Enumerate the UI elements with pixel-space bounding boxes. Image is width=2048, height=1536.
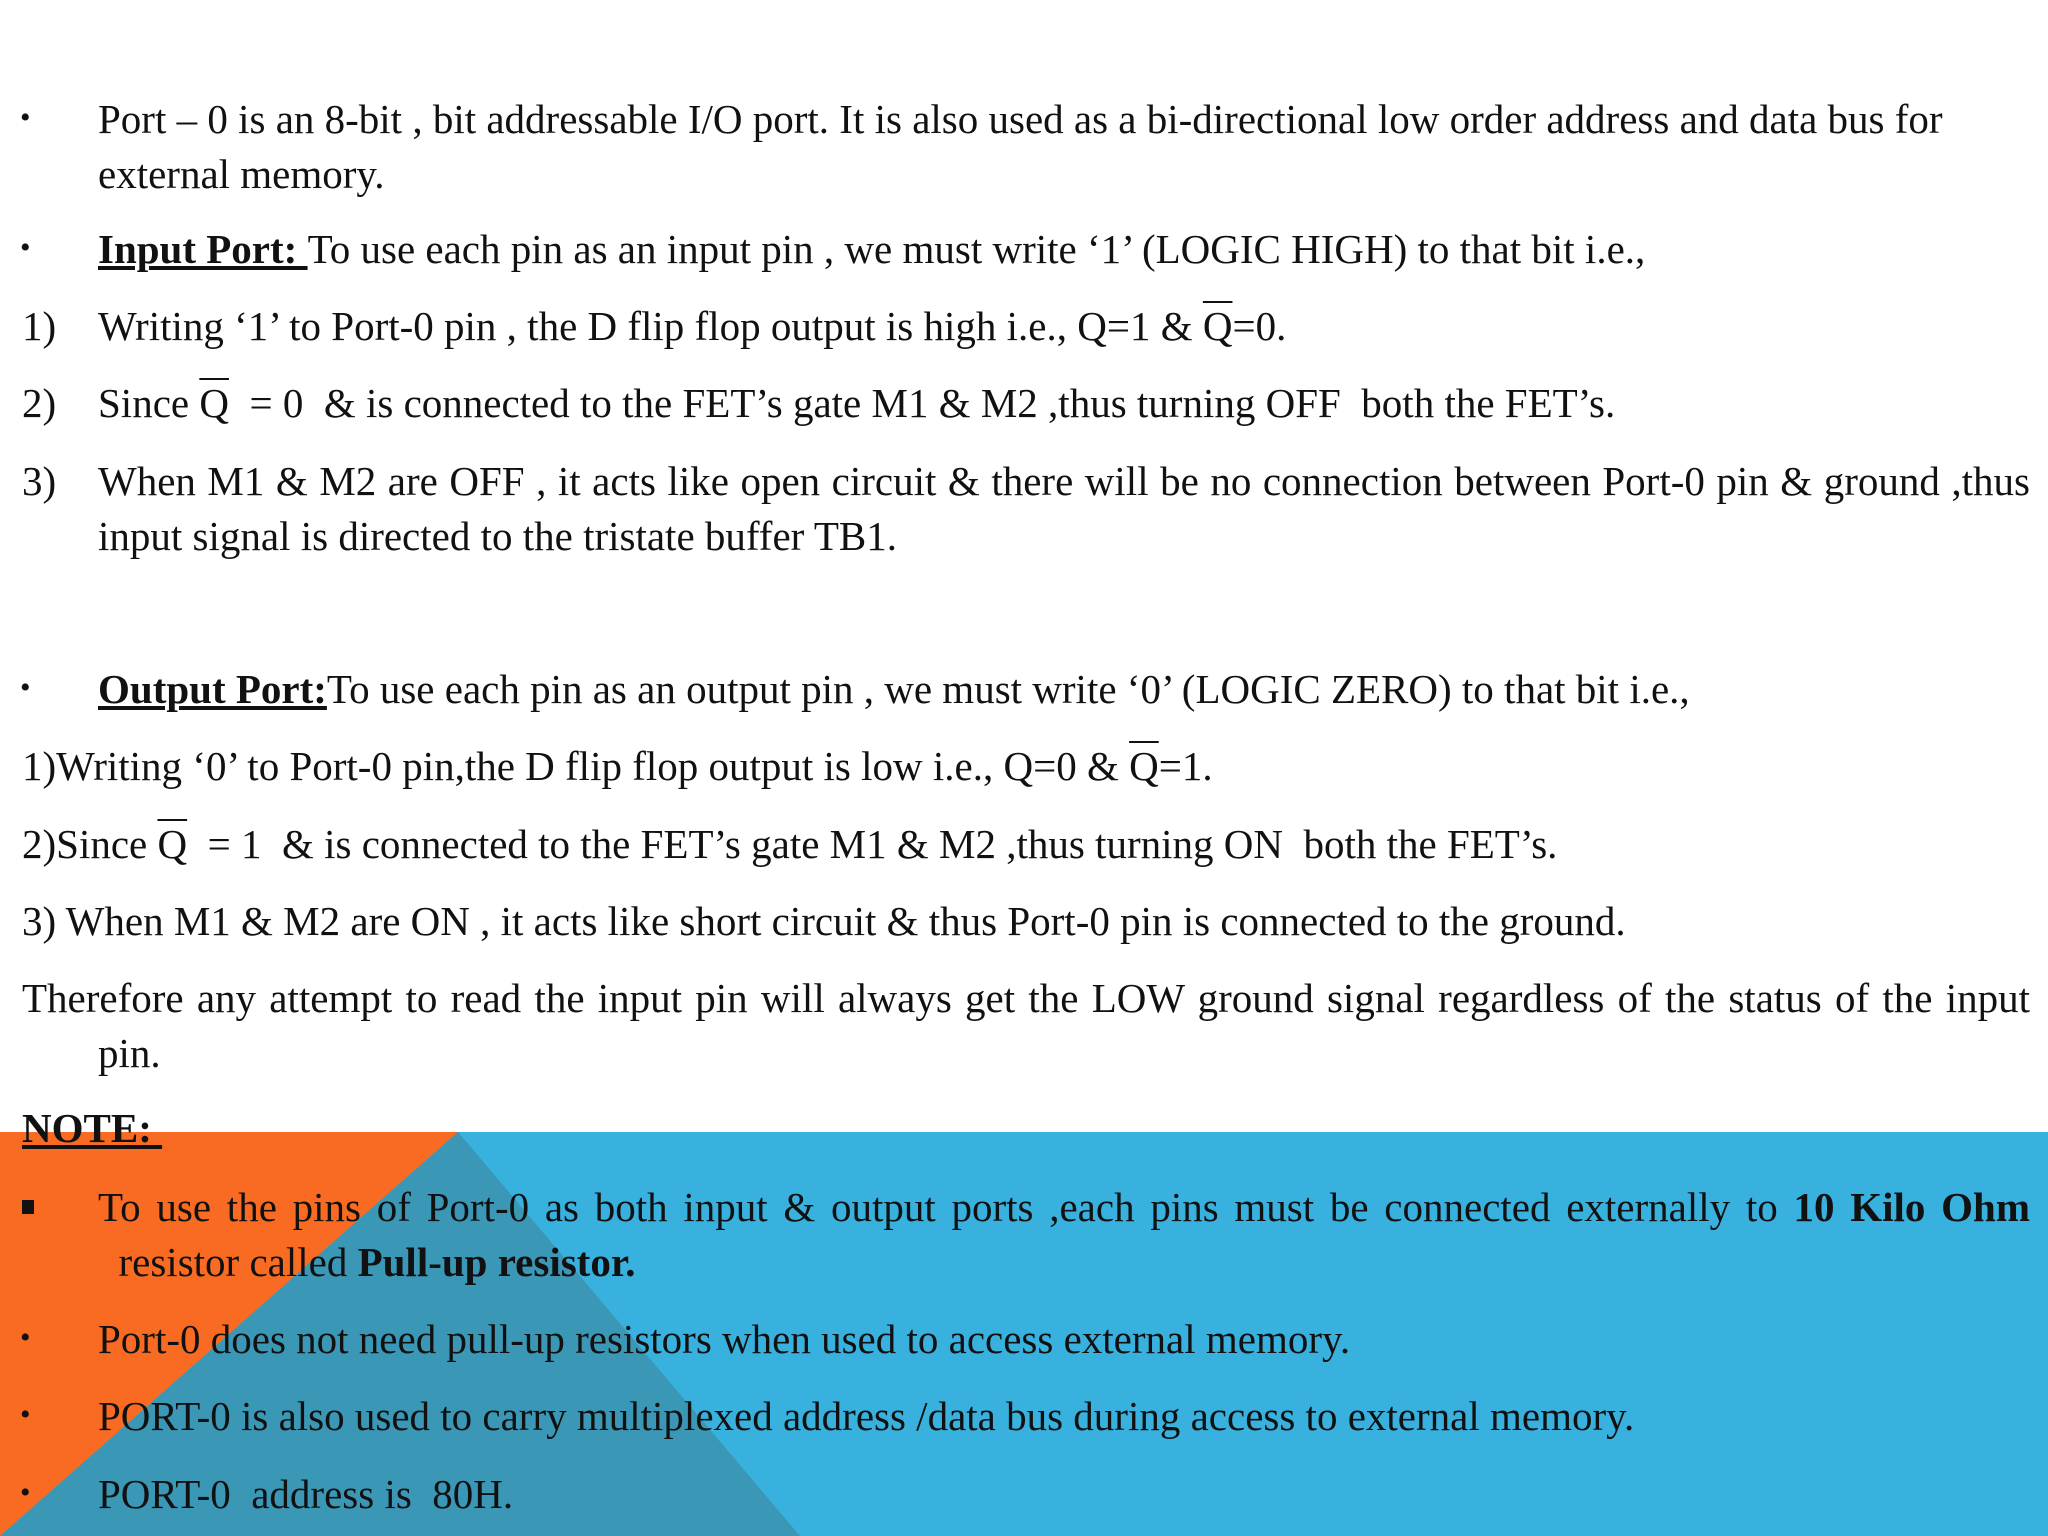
step-text-end: = 1 & is connected to the FET’s gate M1 & M2 ,thus turning ON both the FET’s.: [187, 821, 1558, 867]
note-bullet-text: Port-0 does not need pull-up resistors when used to access external memory.: [98, 1316, 1351, 1362]
output-step-3: [0, 894, 2030, 949]
output-port-line: [98, 662, 2030, 717]
therefore-paragraph: [0, 971, 2030, 1081]
output-step-2: [0, 817, 2030, 872]
output-port-bullet: [0, 662, 2030, 717]
input-port-text: To use each pin as an input pin , we must write ‘1’ (LOGIC HIGH) to that bit i.e.,: [307, 226, 1646, 272]
step-text-end: =0.: [1232, 303, 1287, 349]
output-step-1: [0, 739, 2030, 794]
input-step-2: [0, 376, 2030, 431]
step-text: Since: [56, 821, 158, 867]
note-heading-row: [0, 1101, 2030, 1156]
note-bullet-2: [0, 1389, 2030, 1444]
note-bullet-3: [0, 1467, 2030, 1522]
output-port-text: To use each pin as an output pin , we must write ‘0’ (LOGIC ZERO) to that bit i.e.,: [326, 666, 1690, 712]
step-text: Writing ‘1’ to Port-0 pin , the D flip flop output is high i.e., Q=1 &: [98, 303, 1203, 349]
step-text-end: =1.: [1158, 743, 1213, 789]
step-number: 2): [22, 821, 57, 867]
bullet-marker: •: [20, 671, 31, 704]
square-bullet-marker: [22, 1200, 34, 1214]
note-heading: NOTE:: [22, 1105, 163, 1151]
input-port-bullet: [0, 222, 2030, 277]
step-number: 3): [22, 458, 57, 504]
input-port-line: [98, 222, 2030, 277]
pullup-resistor-label: Pull-up resistor.: [357, 1239, 636, 1285]
q-bar: $\overline{Q}$: [1202, 303, 1233, 349]
output-port-heading: Output Port:: [98, 666, 327, 712]
pullup-text: To use the pins of Port-0 as both input & output ports ,each pins must be connected externally to: [98, 1184, 1794, 1230]
step-number: 2): [22, 380, 57, 426]
bullet-marker: •: [20, 1398, 31, 1431]
step-text: Since: [98, 380, 200, 426]
q-bar: $\overline{Q}$: [199, 380, 229, 426]
note-pullup-bullet: [0, 1180, 2030, 1290]
note-bullet-1: [0, 1312, 2030, 1367]
note-bullet-text: PORT-0 is also used to carry multiplexed address /data bus during access to external memory.: [98, 1393, 1635, 1439]
step-number: 1): [22, 743, 57, 789]
step-number: 3): [22, 898, 57, 944]
step-number: 1): [22, 303, 57, 349]
note-bullet-text: PORT-0 address is 80H.: [98, 1471, 514, 1517]
input-step-3: [0, 454, 2030, 564]
step-text-end: = 0 & is connected to the FET’s gate M1 & M2 ,thus turning OFF both the FET’s.: [228, 380, 1616, 426]
bullet-marker: •: [20, 101, 31, 134]
q-bar: $\overline{Q}$: [1129, 743, 1159, 789]
step-text: Writing ‘0’ to Port-0 pin,the D flip flop output is low i.e., Q=0 &: [56, 743, 1130, 789]
bullet-marker: •: [20, 1321, 31, 1354]
bullet-marker: •: [20, 1476, 31, 1509]
input-port-heading: Input Port:: [98, 226, 308, 272]
step-text: When M1 & M2 are ON , it acts like short circuit & thus Port-0 pin is connected to the ground.: [65, 898, 1626, 944]
input-step-1: [0, 299, 2030, 354]
intro-text: Port – 0 is an 8-bit , bit addressable I/O port. It is also used as a bi-directional low order address and data bus for external memory.: [98, 96, 1943, 197]
intro-bullet: [0, 92, 2030, 202]
therefore-text: Therefore any attempt to read the input pin will always get the LOW ground signal regardless of the status of the input pin.: [22, 975, 2030, 1076]
pullup-value: 10 Kilo Ohm: [1793, 1184, 2030, 1230]
bullet-marker: •: [20, 231, 31, 264]
pullup-text-mid: resistor called: [98, 1239, 358, 1285]
step-text: When M1 & M2 are OFF , it acts like open circuit & there will be no connection between Port-0 pin & ground ,thus input signal is directed to the tristate buffer TB1.: [98, 458, 2030, 559]
q-bar: $\overline{Q}$: [157, 821, 188, 867]
